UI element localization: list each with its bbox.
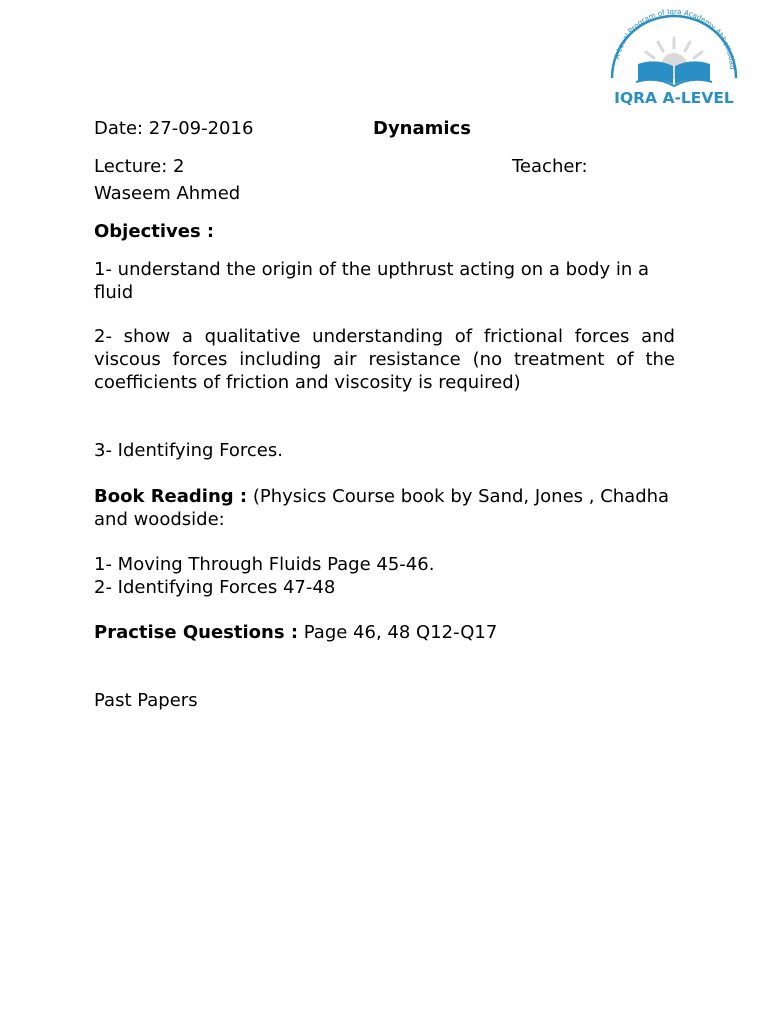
lecture-line: Lecture: 2: [94, 156, 185, 177]
book-reading-heading: Book Reading :: [94, 486, 248, 507]
logo-brand-text: IQRA A-LEVEL: [614, 89, 734, 107]
teacher-label: Teacher:: [512, 156, 588, 177]
objective-item: 3- Identifying Forces.: [94, 440, 283, 461]
objectives-heading: Objectives :: [94, 221, 215, 242]
date-line: Date: 27-09-2016: [94, 118, 254, 139]
book-reading-item: 2- Identifying Forces 47-48: [94, 577, 336, 598]
book-reading-text: (Physics Course book by Sand, Jones , Chadha and woodside:: [94, 486, 670, 530]
logo-ring-text: A-Level Program of Iqra Academy Abbottabad: [612, 8, 738, 70]
subject-title: Dynamics: [373, 118, 471, 139]
objective-item: 2- show a qualitative understanding of frictional forces and viscous forces including air resistance (no treatment of the coefficients of friction and viscosity is required): [94, 326, 675, 393]
objective-item: 1- understand the origin of the upthrust acting on a body in a fluid: [94, 259, 650, 303]
practise-questions: [94, 621, 497, 644]
practise-text: Page 46, 48 Q12-Q17: [298, 622, 498, 643]
past-papers: Past Papers: [94, 690, 198, 711]
iqra-logo: [604, 8, 744, 112]
book-reading: [94, 485, 675, 531]
book-reading-item: 1- Moving Through Fluids Page 45-46.: [94, 554, 435, 575]
practise-heading: Practise Questions :: [94, 622, 299, 643]
teacher-name: Waseem Ahmed: [94, 183, 241, 204]
